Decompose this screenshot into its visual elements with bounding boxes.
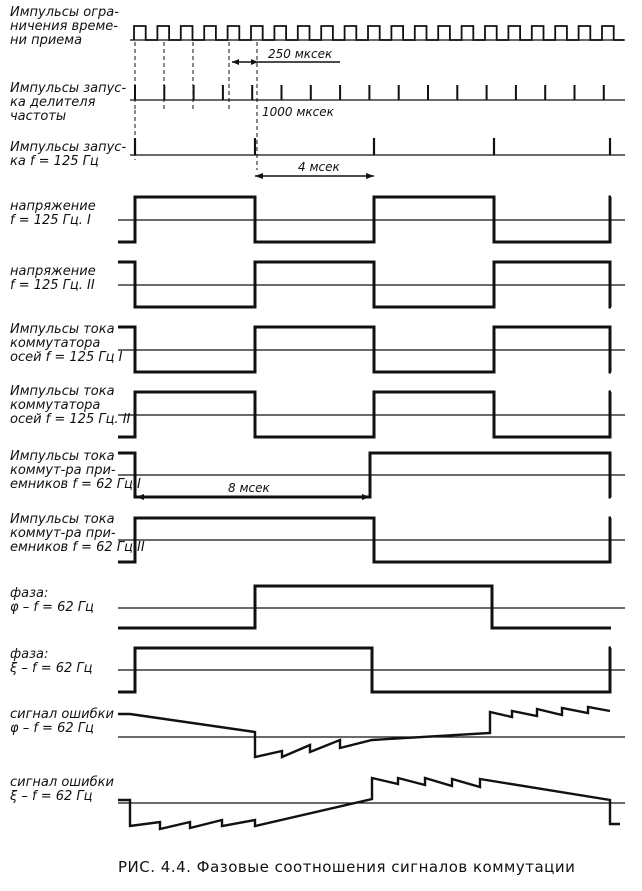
row-label-11-line-2: ξ – f = 62 Гц bbox=[10, 661, 93, 676]
row-label-10-line-2: φ – f = 62 Гц bbox=[10, 600, 94, 615]
row-label-10 bbox=[10, 586, 94, 615]
label-4ms: 4 мсек bbox=[298, 160, 340, 174]
waveform-phase-phi bbox=[118, 586, 611, 628]
row-labels bbox=[9, 5, 145, 804]
dimension-8ms bbox=[136, 481, 370, 500]
label-250us: 250 мксек bbox=[268, 47, 333, 61]
row-label-12 bbox=[10, 707, 114, 736]
row-label-6-line-1: Импульсы тока bbox=[10, 322, 115, 337]
row-label-2-line-1: Импульсы запус- bbox=[10, 81, 127, 96]
row-label-3-line-1: Импульсы запус- bbox=[10, 140, 127, 155]
label-1000us: 1000 мксек bbox=[262, 105, 334, 119]
row-label-6 bbox=[10, 322, 123, 365]
row-label-8 bbox=[10, 449, 141, 492]
row-label-7-line-3: осей f = 125 Гц. II bbox=[10, 412, 131, 427]
row-label-9-line-2: коммут-ра при- bbox=[10, 526, 116, 541]
row-label-9-line-3: емников f = 62 Гц II bbox=[10, 540, 145, 555]
figure-caption: РИС. 4.4. Фазовые соотношения сигналов коммутации bbox=[118, 858, 576, 876]
row-label-9-line-1: Импульсы тока bbox=[10, 512, 115, 527]
row-label-6-line-3: осей f = 125 Гц I bbox=[10, 350, 123, 365]
row-label-7-line-2: коммутатора bbox=[10, 398, 101, 413]
row-label-8-line-2: коммут-ра при- bbox=[10, 463, 116, 478]
row-label-3 bbox=[10, 140, 126, 169]
dimension-4ms bbox=[255, 160, 374, 179]
row-label-8-line-3: емников f = 62 Гц I bbox=[10, 477, 141, 492]
row-label-13 bbox=[9, 775, 114, 804]
row-label-2-line-3: частоты bbox=[10, 109, 67, 124]
row-label-11-line-1: фаза: bbox=[10, 647, 49, 662]
row-label-1-line-1: Импульсы огра- bbox=[10, 5, 119, 20]
row-label-7-line-1: Импульсы тока bbox=[10, 384, 115, 399]
row-label-4 bbox=[10, 199, 96, 228]
row-label-1-line-3: ни приема bbox=[10, 33, 83, 48]
waveform-125hz-start-pulses bbox=[135, 138, 610, 155]
waveform-receive-limit-pulses bbox=[134, 26, 624, 40]
waveform-error-signal-phi bbox=[118, 707, 610, 757]
row-label-13-line-2: ξ – f = 62 Гц bbox=[10, 789, 93, 804]
row-label-5-line-1: напряжение bbox=[10, 264, 96, 279]
row-label-2-line-2: ка делителя bbox=[10, 95, 96, 110]
row-label-7 bbox=[10, 384, 131, 427]
row-label-11 bbox=[9, 647, 93, 676]
row-label-4-line-1: напряжение bbox=[10, 199, 96, 214]
row-label-8-line-1: Импульсы тока bbox=[10, 449, 115, 464]
dimension-250us bbox=[232, 47, 340, 65]
row-label-10-line-1: фаза: bbox=[10, 586, 49, 601]
row-label-1 bbox=[10, 5, 119, 48]
row-label-5 bbox=[10, 264, 96, 293]
row-label-1-line-2: ничения време- bbox=[10, 19, 118, 34]
row-label-12-line-1: сигнал ошибки bbox=[10, 707, 114, 722]
row-label-5-line-2: f = 125 Гц. II bbox=[10, 278, 95, 293]
row-label-9 bbox=[10, 512, 145, 555]
label-8ms: 8 мсек bbox=[228, 481, 270, 495]
row-label-6-line-2: коммутатора bbox=[10, 336, 101, 351]
row-label-4-line-2: f = 125 Гц. I bbox=[10, 213, 91, 228]
row-label-3-line-2: ка f = 125 Гц bbox=[10, 154, 99, 169]
row-label-13-line-1: сигнал ошибки bbox=[10, 775, 114, 790]
row-label-2 bbox=[10, 81, 126, 124]
row-label-12-line-2: φ – f = 62 Гц bbox=[10, 721, 94, 736]
waveform-divider-start-pulses bbox=[135, 85, 604, 100]
